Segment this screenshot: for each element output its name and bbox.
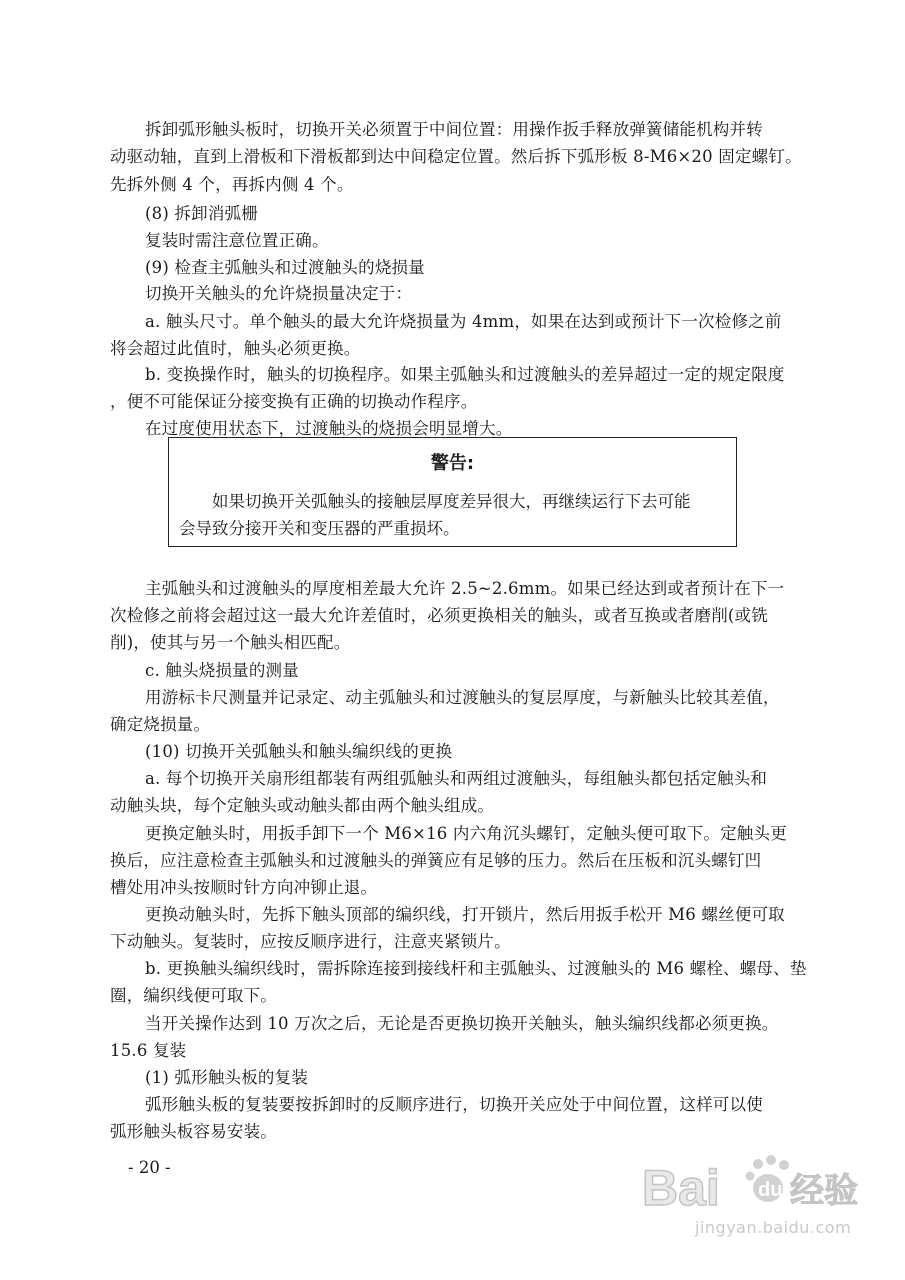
- text-line: b. 变换操作时，触头的切换程序。如果主弧触头和过渡触头的差异超过一定的规定限度: [145, 365, 785, 384]
- text-line: 更换动触头时，先拆下触头顶部的编织线，打开锁片，然后用扳手松开 M6 螺丝便可取: [145, 905, 785, 924]
- text-line: 弧形触头板的复装要按拆卸时的反顺序进行，切换开关应处于中间位置，这样可以使: [145, 1095, 763, 1114]
- text-line: 将会超过此值时，触头必须更换。: [110, 339, 361, 358]
- page-number: - 20 -: [128, 1158, 171, 1177]
- text-line: 弧形触头板容易安装。: [110, 1122, 277, 1141]
- svg-text:经验: 经验: [790, 1171, 858, 1211]
- svg-text:du: du: [758, 1179, 783, 1201]
- section-heading: 15.6 复装: [110, 1041, 187, 1060]
- text-line: 动触头块，每个定触头或动触头都由两个触头组成。: [110, 796, 495, 815]
- warning-text: 会导致分接开关和变压器的严重损坏。: [179, 519, 460, 538]
- text-line: a. 触头尺寸。单个触头的最大允许烧损量为 4mm，如果在达到或预计下一次检修之前: [145, 312, 782, 331]
- text-line: a. 每个切换开关扇形组都装有两组弧触头和两组过渡触头，每组触头都包括定触头和: [145, 769, 768, 788]
- text-line: 换后，应注意检查主弧触头和过渡触头的弹簧应有足够的压力。然后在压板和沉头螺钉凹: [110, 851, 762, 870]
- text-line: 切换开关触头的允许烧损量决定于：: [145, 284, 413, 303]
- warning-text: 如果切换开关弧触头的接触层厚度差异很大，再继续运行下去可能: [212, 492, 691, 511]
- section-heading: (10) 切换开关弧触头和触头编织线的更换: [145, 742, 453, 761]
- section-heading: c. 触头烧损量的测量: [145, 661, 299, 680]
- text-line: 用游标卡尺测量并记录定、动主弧触头和过渡触头的复层厚度，与新触头比较其差值，: [145, 688, 780, 707]
- svg-text:Bai: Bai: [642, 1160, 720, 1216]
- text-line: 削)，使其与另一个触头相匹配。: [110, 633, 351, 652]
- watermark-url: jingyan.baidu.com: [695, 1218, 852, 1237]
- text-line: 在过度使用状态下，过渡触头的烧损会明显增大。: [145, 419, 513, 438]
- section-heading: (9) 检查主弧触头和过渡触头的烧损量: [145, 258, 425, 277]
- text-line: b. 更换触头编织线时，需拆除连接到接线杆和主弧触头、过渡触头的 M6 螺栓、螺母、垫: [145, 959, 807, 978]
- warning-box: [168, 437, 737, 547]
- text-line: 槽处用冲头按顺时针方向冲铆止退。: [110, 878, 378, 897]
- section-heading: (8) 拆卸消弧栅: [145, 204, 258, 223]
- text-line: 复装时需注意位置正确。: [145, 231, 329, 250]
- text-line: 次检修之前将会超过这一最大允许差值时，必须更换相关的触头，或者互换或者磨削(或铣: [110, 606, 768, 625]
- text-line: 先拆外侧 4 个，再拆内侧 4 个。: [110, 175, 354, 194]
- text-line: 圈，编织线便可取下。: [110, 986, 277, 1005]
- text-line: 下动触头。复装时，应按反顺序进行，注意夹紧锁片。: [110, 932, 511, 951]
- text-line: 动驱动轴，直到上滑板和下滑板都到达中间稳定位置。然后拆下弧形板 8-M6×20 固定螺钉。: [110, 147, 802, 166]
- text-line: ，便不可能保证分接变换有正确的切换动作程序。: [110, 392, 478, 411]
- baidu-jingyan-logo: [640, 1150, 860, 1220]
- warning-title: 警告:: [430, 453, 475, 474]
- text-line: 更换定触头时，用扳手卸下一个 M6×16 内六角沉头螺钉，定触头便可取下。定触头更: [145, 824, 787, 843]
- text-line: 当开关操作达到 10 万次之后，无论是否更换切换开关触头，触头编织线都必须更换。: [145, 1014, 779, 1033]
- text-line: 拆卸弧形触头板时，切换开关必须置于中间位置：用操作扳手释放弹簧储能机构并转: [145, 120, 763, 139]
- section-heading: (1) 弧形触头板的复装: [145, 1068, 309, 1087]
- text-line: 主弧触头和过渡触头的厚度相差最大允许 2.5~2.6mm。如果已经达到或者预计在下一: [145, 579, 785, 598]
- watermark-logo-icon: [640, 1150, 860, 1220]
- text-line: 确定烧损量。: [110, 715, 211, 734]
